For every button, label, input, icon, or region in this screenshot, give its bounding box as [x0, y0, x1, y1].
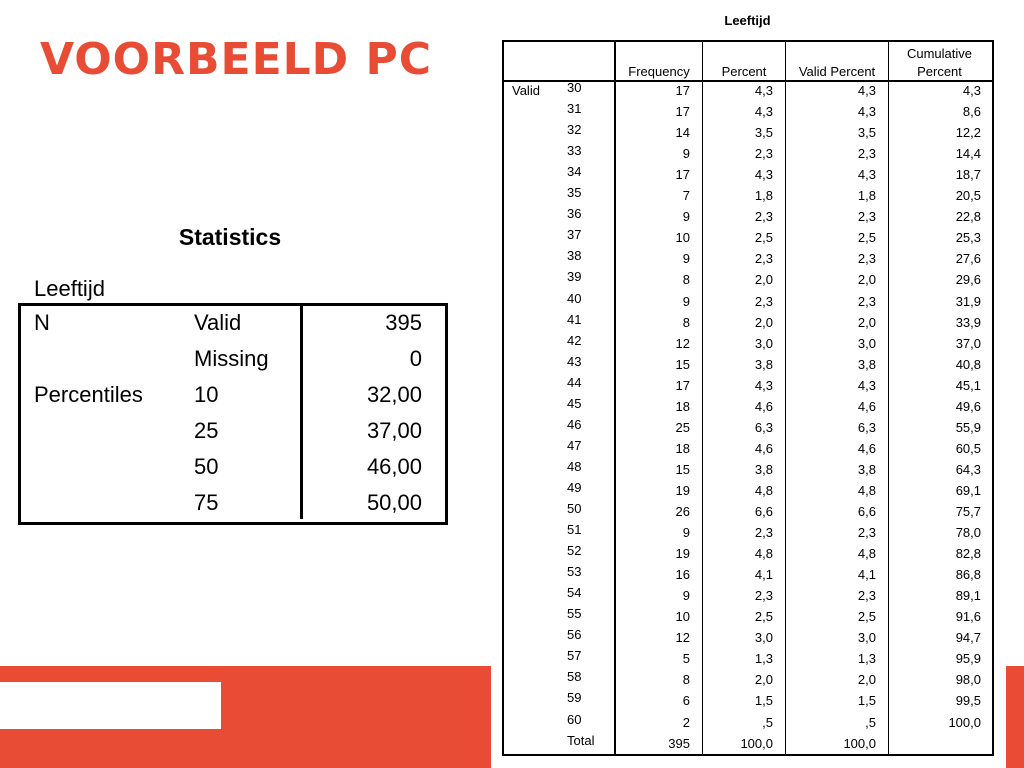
frequency-cell-pct: 2,3: [754, 251, 773, 267]
frequency-cell-cpct: 31,9: [955, 293, 981, 309]
statistics-cell-c3: 32,00: [366, 382, 422, 407]
frequency-cell-freq: 25: [675, 419, 690, 435]
header-percent: Percent: [721, 64, 767, 79]
frequency-cell-vpct: 2,5: [857, 609, 876, 625]
frequency-cell-cpct: 94,7: [955, 630, 981, 646]
frequency-cell-pct: 2,5: [754, 609, 773, 625]
frequency-cell-freq: 16: [675, 567, 690, 583]
frequency-cell-label: 46: [567, 416, 582, 432]
frequency-cell-pct: 3,0: [754, 335, 773, 351]
frequency-cell-pct: 3,8: [754, 461, 773, 477]
frequency-cell-freq: 8: [682, 272, 690, 288]
frequency-cell-label: 37: [567, 227, 582, 243]
frequency-cell-label: 36: [567, 206, 582, 222]
frequency-cell-pct: 2,0: [754, 314, 773, 330]
statistics-cell-c3: 0: [409, 346, 422, 371]
statistics-cell-c2: 75: [194, 490, 219, 515]
frequency-cell-vpct: 6,6: [857, 504, 876, 519]
frequency-cell-pct: 1,5: [754, 693, 773, 709]
statistics-cell-c2: Missing: [194, 346, 269, 371]
frequency-cell-freq: 17: [675, 167, 690, 183]
frequency-cell-pct: 2,3: [754, 588, 773, 604]
frequency-cell-freq: 17: [675, 104, 690, 120]
frequency-cell-vpct: 4,3: [857, 83, 876, 98]
frequency-cell-cpct: 78,0: [955, 525, 981, 541]
statistics-cell-c3: 395: [385, 310, 422, 335]
frequency-cell-cpct: 86,8: [955, 567, 981, 583]
frequency-cell-pct: 2,3: [754, 525, 773, 541]
frequency-cell-freq: 7: [682, 188, 690, 204]
frequency-cell-label: 35: [567, 185, 582, 201]
frequency-cell-cpct: 33,9: [955, 314, 981, 330]
statistics-title: Statistics: [178, 224, 282, 250]
header-cumulative-percent: [889, 46, 990, 79]
frequency-cell-vpct: 1,3: [857, 651, 876, 667]
frequency-cell-cpct: 95,9: [955, 651, 981, 667]
frequency-cell-freq: 8: [682, 672, 690, 688]
frequency-cell-vpct: 4,8: [857, 482, 876, 498]
frequency-title: Leeftijd: [724, 13, 771, 28]
statistics-cell-c2: 10: [194, 382, 219, 407]
frequency-cell-freq: 18: [675, 440, 690, 456]
frequency-cell-pct: 2,5: [754, 230, 773, 246]
frequency-total-row: [504, 733, 990, 754]
frequency-cell-vpct: 3,0: [857, 630, 876, 646]
frequency-cell-label: 60: [567, 711, 582, 727]
frequency-cell-freq: 9: [682, 293, 690, 309]
frequency-cell-label: 45: [567, 395, 582, 411]
frequency-cell-vpct: 2,5: [857, 230, 876, 246]
statistics-cell-c2: 50: [194, 454, 219, 479]
frequency-cell-label: 49: [567, 479, 582, 495]
frequency-cell-pct: ,5: [762, 714, 773, 730]
statistics-cell-c2: Valid: [194, 310, 242, 335]
frequency-cell-label: 32: [567, 122, 582, 138]
frequency-cell-freq: 15: [675, 356, 690, 372]
frequency-cell-label: 54: [567, 585, 582, 601]
header-cumulative-line1: Cumulative: [906, 46, 973, 61]
frequency-cell-vpct: 1,5: [857, 693, 876, 709]
frequency-cell-cpct: 4,3: [962, 83, 981, 98]
frequency-cell-cpct: 40,8: [955, 356, 981, 372]
frequency-cell-cpct: 82,8: [955, 546, 981, 562]
frequency-cell-label: 42: [567, 332, 582, 348]
frequency-cell-cpct: 89,1: [955, 588, 981, 604]
frequency-cell-label: 33: [567, 143, 582, 159]
frequency-cell-label: 59: [567, 690, 582, 706]
frequency-cell-label: 43: [567, 353, 582, 369]
footer-white-block: [0, 682, 221, 729]
frequency-cell-cpct: 91,6: [955, 609, 981, 625]
frequency-cell-freq: 12: [675, 335, 690, 351]
frequency-cell-label: 41: [567, 311, 582, 327]
frequency-cell-freq: 19: [675, 546, 690, 562]
frequency-cell-freq: 9: [682, 209, 690, 225]
statistics-cell-c3: 46,00: [366, 454, 422, 479]
frequency-cell-pct: 4,3: [754, 377, 773, 393]
statistics-cell-c1: Percentiles: [34, 382, 143, 407]
frequency-cell-pct: 4,3: [754, 83, 773, 98]
frequency-cell-freq: 15: [675, 461, 690, 477]
frequency-cell-label: 39: [567, 269, 582, 285]
frequency-cell-pct: 2,3: [754, 293, 773, 309]
statistics-cell-c3: 50,00: [366, 490, 422, 515]
frequency-cell-vpct: 4,6: [857, 398, 876, 414]
frequency-cell-cpct: 29,6: [955, 272, 981, 288]
frequency-cell-pct: 4,8: [754, 546, 773, 562]
frequency-cell-label: 57: [567, 648, 582, 664]
frequency-cell-vpct: 4,3: [857, 167, 876, 183]
frequency-cell-label: 40: [567, 290, 582, 306]
header-frequency: Frequency: [628, 64, 690, 79]
frequency-cell-cpct: 12,2: [955, 125, 981, 141]
frequency-cell-freq: 18: [675, 398, 690, 414]
frequency-cell-vpct: 2,3: [857, 251, 876, 267]
frequency-cell-pct: 4,3: [754, 104, 773, 120]
frequency-cell-pct: 2,3: [754, 209, 773, 225]
frequency-cell-vpct: 2,0: [857, 272, 876, 288]
frequency-cell-pct: 4,8: [754, 482, 773, 498]
frequency-cell-label: 31: [567, 101, 582, 117]
slide-title: VOORBEELD PC: [40, 34, 433, 85]
frequency-cell-freq: 12: [675, 630, 690, 646]
frequency-cell-cpct: 69,1: [955, 482, 981, 498]
frequency-cell-vpct: 2,3: [857, 588, 876, 604]
frequency-cell-pct: 4,6: [754, 440, 773, 456]
frequency-cell-cpct: 14,4: [955, 146, 981, 162]
frequency-cell-cpct: 49,6: [955, 398, 981, 414]
frequency-cell-cpct: 25,3: [955, 230, 981, 246]
frequency-cell-label: 53: [567, 564, 582, 580]
frequency-cell-pct: 100,0: [740, 735, 773, 751]
frequency-cell-freq: 9: [682, 146, 690, 162]
frequency-cell-vpct: 4,8: [857, 546, 876, 562]
frequency-cell-label: 56: [567, 627, 582, 643]
frequency-cell-group: Valid: [512, 83, 540, 98]
frequency-cell-cpct: 8,6: [962, 104, 981, 120]
frequency-cell-label: 52: [567, 543, 582, 559]
header-cumulative-line2: Percent: [917, 64, 962, 79]
frequency-cell-label: 30: [567, 80, 582, 95]
frequency-cell-vpct: ,5: [865, 714, 876, 730]
frequency-cell-cpct: 45,1: [955, 377, 981, 393]
frequency-cell-freq: 2: [682, 714, 690, 730]
frequency-cell-vpct: 2,3: [857, 525, 876, 541]
frequency-cell-pct: 4,1: [754, 567, 773, 583]
frequency-cell-cpct: 100,0: [948, 714, 981, 730]
frequency-cell-vpct: 4,3: [857, 377, 876, 393]
frequency-cell-pct: 1,8: [754, 188, 773, 204]
frequency-cell-cpct: 60,5: [955, 440, 981, 456]
frequency-cell-freq: 5: [682, 651, 690, 667]
frequency-cell-label: Total: [567, 732, 595, 748]
frequency-cell-label: 51: [567, 522, 582, 538]
frequency-cell-freq: 395: [668, 735, 690, 751]
frequency-cell-vpct: 4,1: [857, 567, 876, 583]
statistics-cell-c2: 25: [194, 418, 219, 443]
frequency-cell-cpct: 27,6: [955, 251, 981, 267]
frequency-cell-pct: 2,0: [754, 672, 773, 688]
frequency-cell-freq: 8: [682, 314, 690, 330]
frequency-cell-pct: 3,8: [754, 356, 773, 372]
frequency-cell-cpct: 18,7: [955, 167, 981, 183]
frequency-cell-label: 58: [567, 669, 582, 685]
frequency-cell-pct: 3,0: [754, 630, 773, 646]
frequency-cell-cpct: 37,0: [955, 335, 981, 351]
frequency-cell-vpct: 2,0: [857, 672, 876, 688]
statistics-cell-c3: 37,00: [366, 418, 422, 443]
frequency-cell-label: 50: [567, 501, 582, 516]
frequency-cell-vpct: 2,3: [857, 146, 876, 162]
frequency-cell-vpct: 2,3: [857, 209, 876, 225]
frequency-cell-vpct: 3,8: [857, 461, 876, 477]
frequency-cell-cpct: 20,5: [955, 188, 981, 204]
frequency-cell-pct: 2,3: [754, 146, 773, 162]
frequency-cell-freq: 17: [675, 83, 690, 98]
frequency-cell-freq: 9: [682, 525, 690, 541]
frequency-cell-pct: 6,3: [754, 419, 773, 435]
frequency-cell-pct: 2,0: [754, 272, 773, 288]
frequency-cell-vpct: 3,8: [857, 356, 876, 372]
frequency-cell-pct: 4,3: [754, 167, 773, 183]
frequency-cell-vpct: 4,6: [857, 440, 876, 456]
frequency-cell-label: 34: [567, 164, 582, 180]
frequency-cell-vpct: 3,5: [857, 125, 876, 141]
frequency-cell-label: 55: [567, 606, 582, 622]
frequency-cell-cpct: 55,9: [955, 419, 981, 435]
header-valid-percent: Valid Percent: [798, 64, 876, 79]
frequency-cell-label: 47: [567, 437, 582, 453]
frequency-cell-freq: 10: [675, 230, 690, 246]
frequency-cell-cpct: 22,8: [955, 209, 981, 225]
frequency-cell-vpct: 2,0: [857, 314, 876, 330]
frequency-cell-label: 38: [567, 248, 582, 264]
frequency-cell-cpct: 99,5: [955, 693, 981, 709]
frequency-cell-vpct: 6,3: [857, 419, 876, 435]
frequency-cell-vpct: 3,0: [857, 335, 876, 351]
frequency-cell-pct: 1,3: [754, 651, 773, 667]
frequency-cell-freq: 9: [682, 588, 690, 604]
frequency-cell-cpct: 75,7: [955, 504, 981, 519]
frequency-cell-pct: 4,6: [754, 398, 773, 414]
frequency-cell-label: 48: [567, 458, 582, 474]
frequency-cell-pct: 3,5: [754, 125, 773, 141]
frequency-cell-freq: 9: [682, 251, 690, 267]
frequency-cell-freq: 6: [682, 693, 690, 709]
frequency-cell-freq: 10: [675, 609, 690, 625]
frequency-cell-freq: 19: [675, 482, 690, 498]
frequency-cell-vpct: 4,3: [857, 104, 876, 120]
statistics-cell-c1: N: [34, 310, 50, 335]
frequency-cell-vpct: 2,3: [857, 293, 876, 309]
statistics-divider: [300, 303, 303, 519]
frequency-cell-label: 44: [567, 374, 582, 390]
frequency-cell-vpct: 1,8: [857, 188, 876, 204]
frequency-cell-pct: 6,6: [754, 504, 773, 519]
frequency-cell-cpct: 64,3: [955, 461, 981, 477]
statistics-variable-label: Leeftijd: [34, 276, 105, 301]
frequency-cell-cpct: 98,0: [955, 672, 981, 688]
frequency-cell-freq: 17: [675, 377, 690, 393]
frequency-cell-vpct: 100,0: [843, 735, 876, 751]
frequency-cell-freq: 14: [675, 125, 690, 141]
frequency-cell-freq: 26: [675, 504, 690, 519]
